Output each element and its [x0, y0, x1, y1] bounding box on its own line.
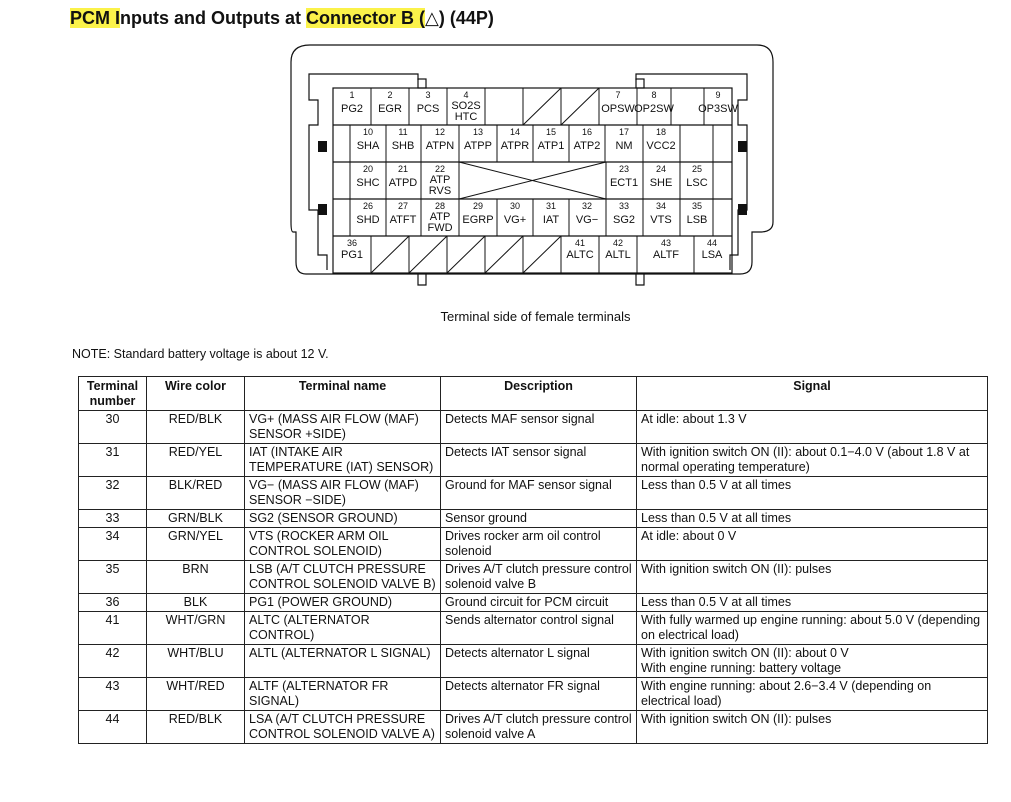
terminal-32-label: VG− — [575, 214, 599, 226]
table-row — [79, 612, 988, 645]
terminal-23-num: 23 — [618, 164, 630, 174]
diagram-caption: Terminal side of female terminals — [440, 309, 631, 324]
cell-wire-color: RED/YEL — [147, 444, 245, 477]
cell-signal: With ignition switch ON (II): about 0.1−4.0 V (about 1.8 V at normal operating temperature) — [637, 444, 988, 477]
terminal-24-label: SHE — [649, 177, 673, 189]
connector-diagram — [0, 0, 1011, 300]
cell-terminal-name: PG1 (POWER GROUND) — [245, 594, 441, 612]
terminal-22-label: ATP — [429, 174, 451, 186]
table-row — [79, 444, 988, 477]
cell-wire-color: BLK — [147, 594, 245, 612]
terminal-29-num: 29 — [472, 201, 484, 211]
table-row — [79, 678, 988, 711]
terminal-9-num: 9 — [715, 90, 721, 100]
terminal-28-label2: FWD — [427, 222, 453, 234]
terminal-1-num: 1 — [349, 90, 355, 100]
header-terminal-name: Terminal name — [245, 377, 441, 411]
terminal-12-label: ATPN — [425, 140, 455, 152]
terminal-22-num: 22 — [434, 164, 446, 174]
connector-housing-inner — [309, 74, 747, 270]
cell-description: Detects IAT sensor signal — [441, 444, 637, 477]
terminal-7-label: OPSW — [601, 103, 635, 115]
terminal-3-num: 3 — [425, 90, 431, 100]
terminal-43-label: ALTF — [652, 249, 680, 261]
terminal-34-label: VTS — [650, 214, 672, 226]
cell-terminal-name: SG2 (SENSOR GROUND) — [245, 510, 441, 528]
terminal-15-label: ATP1 — [537, 140, 565, 152]
terminal-8-label: OP2SW — [634, 103, 674, 115]
terminal-16-num: 16 — [581, 127, 593, 137]
terminal-13-label: ATPP — [464, 140, 492, 152]
terminal-10-label: SHA — [356, 140, 380, 152]
terminal-8-num: 8 — [651, 90, 657, 100]
cell-terminal-name: VG− (MASS AIR FLOW (MAF) SENSOR −SIDE) — [245, 477, 441, 510]
cell-signal: Less than 0.5 V at all times — [637, 594, 988, 612]
title-highlight-connector: Connector B ( — [306, 8, 426, 28]
cell-signal: With ignition switch ON (II): about 0 V With engine running: battery voltage — [637, 645, 988, 678]
terminal-36-num: 36 — [346, 238, 358, 248]
terminal-41-num: 41 — [574, 238, 586, 248]
cell-signal: With fully warmed up engine running: about 5.0 V (depending on electrical load) — [637, 612, 988, 645]
title-highlight-pcm: PCM I — [70, 8, 121, 28]
terminal-18-num: 18 — [655, 127, 667, 137]
terminal-25-label: LSC — [686, 177, 708, 189]
cell-terminal-name: VTS (ROCKER ARM OIL CONTROL SOLENOID) — [245, 528, 441, 561]
terminal-35-num: 35 — [691, 201, 703, 211]
cell-wire-color: WHT/GRN — [147, 612, 245, 645]
terminal-42-label: ALTL — [605, 249, 631, 261]
terminal-25-num: 25 — [691, 164, 703, 174]
terminal-21-num: 21 — [397, 164, 409, 174]
terminal-33-num: 33 — [618, 201, 630, 211]
cell-signal: With engine running: about 2.6−3.4 V (depending on electrical load) — [637, 678, 988, 711]
table-row — [79, 645, 988, 678]
terminal-7-num: 7 — [615, 90, 621, 100]
terminal-10-num: 10 — [362, 127, 374, 137]
cell-terminal-number: 34 — [79, 528, 147, 561]
terminal-1-label: PG2 — [340, 103, 364, 115]
terminal-12-num: 12 — [434, 127, 446, 137]
terminal-23-label: ECT1 — [609, 177, 639, 189]
terminal-24-num: 24 — [655, 164, 667, 174]
terminal-21-label: ATPD — [388, 177, 418, 189]
cell-terminal-name: LSB (A/T CLUTCH PRESSURE CONTROL SOLENOID VALVE B) — [245, 561, 441, 594]
cell-description: Sends alternator control signal — [441, 612, 637, 645]
terminal-27-num: 27 — [397, 201, 409, 211]
mount-right-upper — [738, 141, 747, 152]
terminal-3-label: PCS — [416, 103, 440, 115]
terminal-41-label: ALTC — [566, 249, 594, 261]
mount-left-lower — [318, 204, 327, 215]
mount-right-lower — [738, 204, 747, 215]
cell-terminal-name: ALTL (ALTERNATOR L SIGNAL) — [245, 645, 441, 678]
terminal-2-label: EGR — [378, 103, 402, 115]
connector-bottom-tab — [418, 274, 644, 285]
terminal-4-num: 4 — [463, 90, 469, 100]
cell-terminal-number: 30 — [79, 411, 147, 444]
terminal-26-num: 26 — [362, 201, 374, 211]
cell-wire-color: BLK/RED — [147, 477, 245, 510]
terminal-36-label: PG1 — [340, 249, 364, 261]
table-header-row — [79, 377, 988, 411]
cell-terminal-name: IAT (INTAKE AIR TEMPERATURE (IAT) SENSOR) — [245, 444, 441, 477]
header-signal: Signal — [637, 377, 988, 411]
cell-signal: Less than 0.5 V at all times — [637, 477, 988, 510]
voltage-note: NOTE: Standard battery voltage is about 12 V. — [72, 347, 329, 361]
title-text: nputs and Outputs at — [120, 8, 307, 28]
cell-description: Drives rocker arm oil control solenoid — [441, 528, 637, 561]
cell-terminal-number: 35 — [79, 561, 147, 594]
cell-wire-color: WHT/RED — [147, 678, 245, 711]
terminal-44-num: 44 — [706, 238, 718, 248]
terminal-20-label: SHC — [356, 177, 380, 189]
cell-description: Ground for MAF sensor signal — [441, 477, 637, 510]
table-row — [79, 711, 988, 744]
terminal-31-num: 31 — [545, 201, 557, 211]
terminal-2-num: 2 — [387, 90, 393, 100]
terminal-14-num: 14 — [509, 127, 521, 137]
table-row — [79, 594, 988, 612]
terminal-42-num: 42 — [612, 238, 624, 248]
terminal-33-label: SG2 — [612, 214, 636, 226]
cell-terminal-name: LSA (A/T CLUTCH PRESSURE CONTROL SOLENOID VALVE A) — [245, 711, 441, 744]
header-wire-color: Wire color — [147, 377, 245, 411]
cell-terminal-name: ALTC (ALTERNATOR CONTROL) — [245, 612, 441, 645]
cell-wire-color: WHT/BLU — [147, 645, 245, 678]
cell-signal: With ignition switch ON (II): pulses — [637, 561, 988, 594]
terminal-22-label2: RVS — [428, 185, 452, 197]
terminal-11-label: SHB — [391, 140, 415, 152]
cell-terminal-number: 42 — [79, 645, 147, 678]
cell-description: Drives A/T clutch pressure control solenoid valve A — [441, 711, 637, 744]
latch-top-left — [418, 79, 426, 88]
cell-wire-color: GRN/BLK — [147, 510, 245, 528]
latch-top-right — [636, 79, 644, 88]
terminal-17-label: NM — [615, 140, 633, 152]
terminal-18-label: VCC2 — [646, 140, 676, 152]
terminal-14-label: ATPR — [500, 140, 530, 152]
cell-terminal-name: VG+ (MASS AIR FLOW (MAF) SENSOR +SIDE) — [245, 411, 441, 444]
terminal-11-num: 11 — [398, 127, 408, 137]
terminal-32-num: 32 — [581, 201, 593, 211]
cell-terminal-number: 33 — [79, 510, 147, 528]
cell-wire-color: BRN — [147, 561, 245, 594]
cell-terminal-number: 44 — [79, 711, 147, 744]
cell-description: Ground circuit for PCM circuit — [441, 594, 637, 612]
cell-terminal-number: 31 — [79, 444, 147, 477]
cell-signal: At idle: about 0 V — [637, 528, 988, 561]
mount-left-upper — [318, 141, 327, 152]
terminal-28-label: ATP — [429, 211, 451, 223]
cell-wire-color: GRN/YEL — [147, 528, 245, 561]
cell-terminal-number: 43 — [79, 678, 147, 711]
terminal-15-num: 15 — [545, 127, 557, 137]
terminal-30-label: VG+ — [503, 214, 527, 226]
cell-description: Drives A/T clutch pressure control solenoid valve B — [441, 561, 637, 594]
cell-terminal-number: 36 — [79, 594, 147, 612]
cell-description: Detects MAF sensor signal — [441, 411, 637, 444]
cell-signal: Less than 0.5 V at all times — [637, 510, 988, 528]
terminal-9-label: OP3SW — [698, 103, 738, 115]
cell-description: Detects alternator FR signal — [441, 678, 637, 711]
terminal-26-label: SHD — [356, 214, 380, 226]
terminal-17-num: 17 — [618, 127, 630, 137]
cell-description: Detects alternator L signal — [441, 645, 637, 678]
cell-wire-color: RED/BLK — [147, 711, 245, 744]
cell-terminal-number: 32 — [79, 477, 147, 510]
connector-housing-outer — [291, 45, 773, 274]
terminal-16-label: ATP2 — [573, 140, 601, 152]
terminal-signal-table — [78, 376, 988, 744]
terminal-44-label: LSA — [701, 249, 723, 261]
cell-description: Sensor ground — [441, 510, 637, 528]
cell-wire-color: RED/BLK — [147, 411, 245, 444]
cell-signal: At idle: about 1.3 V — [637, 411, 988, 444]
header-description: Description — [441, 377, 637, 411]
header-terminal-number: Terminal number — [79, 377, 147, 411]
cell-terminal-number: 41 — [79, 612, 147, 645]
terminal-4-label2: HTC — [454, 111, 478, 123]
terminal-28-num: 28 — [434, 201, 446, 211]
table-row — [79, 477, 988, 510]
terminal-34-num: 34 — [655, 201, 667, 211]
terminal-29-label: EGRP — [462, 214, 494, 226]
table-row — [79, 510, 988, 528]
table-row — [79, 528, 988, 561]
table-row — [79, 411, 988, 444]
terminal-35-label: LSB — [686, 214, 708, 226]
terminal-31-label: IAT — [542, 214, 560, 226]
table-row — [79, 561, 988, 594]
terminal-20-num: 20 — [362, 164, 374, 174]
cell-terminal-name: ALTF (ALTERNATOR FR SIGNAL) — [245, 678, 441, 711]
terminal-13-num: 13 — [472, 127, 484, 137]
title-suffix: ) (44P) — [438, 8, 494, 28]
terminal-27-label: ATFT — [389, 214, 417, 226]
terminal-4-label: SO2S — [451, 100, 481, 112]
triangle-icon: △ — [425, 8, 439, 28]
cell-signal: With ignition switch ON (II): pulses — [637, 711, 988, 744]
terminal-43-num: 43 — [660, 238, 672, 248]
terminal-30-num: 30 — [509, 201, 521, 211]
